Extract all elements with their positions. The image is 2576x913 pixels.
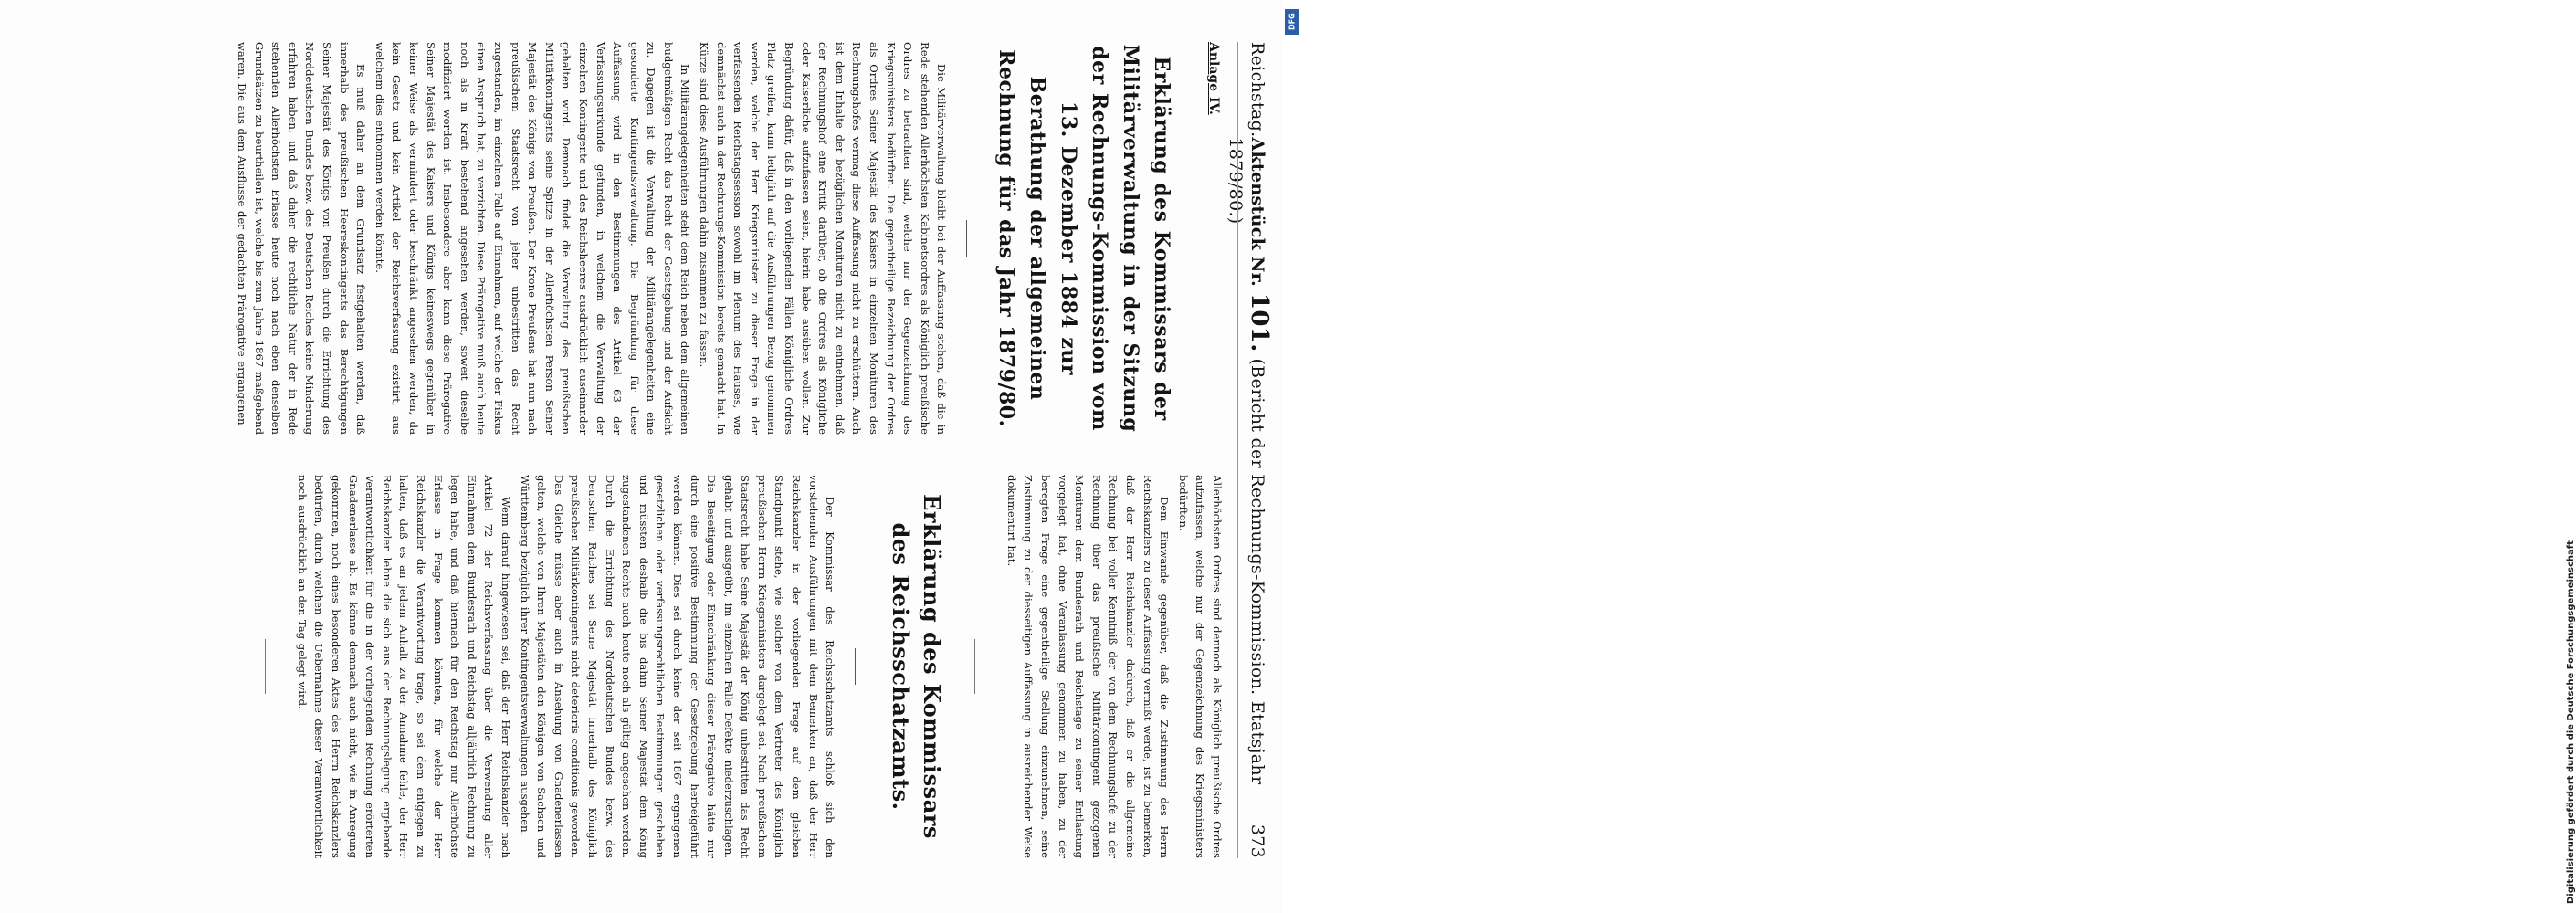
left-column bbox=[231, 42, 1225, 435]
section-title-militaer: Erklärung des Kommissars der Militärverwaltung in der Sitzung der Rechnungs-Kommission vom 13. Dezember 1884 zur Berathung der allgemeinen Rechnung für das Jahr 1879/80. bbox=[994, 44, 1174, 433]
document-number: 101. bbox=[1246, 293, 1273, 352]
paragraph: Die Militärverwaltung bleibt bei der Auffassung stehen, daß die in Rede stehenden Allerhöchsten Kabinetsordres als Königlich preußische Ordres zu betrachten sind, welche nur der Gegenzeichnung des Kriegsministers bedürften. Die gegentheilige Bezeichnung der Ordres als Ordres Seiner Majestät des Kaisers in einzelnen Monituren des Rechnungshofes vermag diese Auffassung nicht zu erschüttern. Auch ist dem Inhalte der bezüglichen Monituren nicht zu entnehmen, daß der Rechnungshof eine Kritik darüber, ob die Ordres als Königliche oder Kaiserliche aufzufassen seien, hierin habe ausüben wollen. Zur Begründung dafür, daß in den vorliegenden Fällen Königliche Ordres Platz greifen, kann lediglich auf die Ausführungen Bezug genommen werden, welche der Herr Kriegsminister zu dieser Frage in der verfassenden Reichstagssession sowohl im Plenum des Hauses, wie demnächst auch in der Rechnungs-Kommission bereits gemacht hat. In Kürze sind diese Ausführungen dahin zusammen zu fassen. bbox=[698, 42, 949, 435]
right-column bbox=[237, 475, 1225, 858]
end-divider bbox=[265, 639, 266, 694]
paragraph: In Militärangelegenheiten steht dem Reich neben dem allgemeinen budgetmäßigen Recht das Recht der Gesetzgebung und der Aufsicht zu. Dagegen ist die Verwaltung der Militärangelegenheiten eine gesonderte Kontingentsverwaltung. Die Begründung für diese Auffassung wird in den Bestimmungen des Artikel 63 der Verfassungsurkunde gefunden, in welchem die Verwaltung der einzelnen Kontingente und des Reichsheeres ausdrücklich auseinander gehalten wird. Demnach findet die Verwaltung des preußischen Militärkontingents seine Spitze in der Allerhöchsten Person Seiner Majestät des Königs von Preußen. Der Krone Preußens hat nun nach preußischem Staatsrecht von jeher unbestritten das Recht zugestanden, im einzelnen Falle auf Einnahmen, auf welche der Fiskus einen Anspruch hat, zu verzichten. Diese Prärogative muß auch heute noch als in Kraft bestehend angesehen werden, soweit dieselbe modifiziert worden ist. Insbesondere aber kann diese Prärogative Seiner Majestät des Kaisers und Königs keineswegs gegenüber in keiner Weise als vermindert oder beschränkt angesehen werden, da kein Gesetz und kein Artikel der Reichsverfassung existirt, aus welchem dies entnommen werden könnte. bbox=[373, 42, 692, 435]
header-prefix: Aktenstück Nr. bbox=[1247, 137, 1267, 288]
anlage-label: Anlage IV. bbox=[1206, 42, 1221, 115]
section-divider bbox=[974, 639, 975, 694]
paragraph: Es muß daher an dem Grundsatz festgehalten werden, daß innerhalb des preußischen Heereskontingents das Berechtigungen Seiner Majestät des Königs von Preußen durch die Errichtung des Norddeutschen Bundes bezw. des Deutschen Reiches keine Minderung erfahren haben, und daß daher die rechtliche Natur der in Rede stehenden Allerhöchsten Erlasse heute noch nach eben denselben Grundsätzen zu beurtheilen ist, welche bis zum Jahre 1867 maßgebend waren. Die aus dem Ausflusse der gedachten Prärogative ergangenen bbox=[236, 42, 368, 435]
paragraph: Der Kommissar des Reichsschatzamts schloß sich den vorstehenden Ausführungen mit dem Bemerken an, daß der Herr Reichskanzler in der vorliegenden Frage auf dem gleichen Standpunkt stehe, wie solcher von dem Vertreter des Königlich preußischen Herrn Kriegsministers dargelegt sei. Nach preußischem Staatsrecht habe Seine Majestät der König unbestritten das Recht gehabt und ausgeübt, im einzelnen Falle Defekte niederzuschlagen. Die Beseitigung oder Einschränkung dieser Prärogative hätte nur durch eine positive Bestimmung der Gesetzgebung herbeigeführt werden können. Dies sei durch keine der seit 1867 ergangenen gesetzlichen oder verfassungsrechtlichen Bestimmungen geschehen und müssten deshalb die bis dahin Seiner Majestät dem König zugestandenen Rechte auch heute noch als gültig angesehen werden. Durch die Errichtung des Norddeutschen Bundes bezw. des Deutschen Reiches sei Seine Majestät innerhalb des Königlich preußischen Militärkontingents nicht deterioris conditionis geworden. Das Gleiche müsse aber auch in Ansehung von Gnadenerlassen gelten, welche von Ihren Majestäten den Königen von Sachsen und Württemberg bezüglich ihrer Kontingentsverwaltungen ausgehen. bbox=[518, 475, 837, 858]
page-header bbox=[1225, 42, 1273, 858]
dfg-logo: DFG bbox=[1285, 9, 1299, 35]
title-divider bbox=[966, 220, 967, 257]
title-divider bbox=[855, 648, 856, 685]
header-left: Reichstag. bbox=[1247, 42, 1267, 138]
paragraph: Wenn darauf hingewiesen sei, daß der Herr Reichskanzler nach Artikel 72 der Reichsverfassung über die Verwendung aller Einnahmen dem Bundesrath und Reichstag alljährlich Rechnung zu legen habe, und daß hiernach für den Reichstag nur Allerhöchste Erlasse in Frage kommen könnten, für welche der Herr Reichskanzler die Verantwortung trage, so sei dem entgegen zu halten, daß es an jedem Anhalt zu der Annahme fehle, der Herr Reichskanzler lehne die sich aus der Rechnungslegung ergebende Verantwortlichkeit für die in der vorliegenden Rechnung erörterten Gnadenerlasse ab. Es könne demnach auch nicht, wie in Anregung gekommen, noch eines besonderen Aktes des Herrn Reichskanzlers bedürfen, durch welchen die Uebernahme dieser Verantwortlichkeit noch ausdrücklich an den Tag gelegt wird. bbox=[295, 475, 512, 858]
paragraph: Allerhöchsten Ordres sind dennoch als Königlich preußische Ordres aufzufassen, welche nur der Gegenzeichnung des Kriegsministers bedürften. bbox=[1176, 475, 1224, 858]
header-suffix: (Bericht der Rechnungs-Kommission. Etatsjahr 1879/80.) bbox=[1225, 137, 1267, 785]
funding-note: Digitalisierung gefördert durch die Deutsche Forschungsgemeinschaft bbox=[2566, 540, 2576, 904]
header-center bbox=[1225, 137, 1273, 824]
page-number: 373 bbox=[1247, 824, 1267, 858]
paragraph: Dem Einwande gegenüber, daß die Zustimmung des Herrn Reichskanzlers zu dieser Auffassung vermißt werde, ist zu bemerken, daß der Herr Reichskanzler dadurch, daß er die allgemeine Rechnung bei voller Kenntniß der von dem Rechnungshofe zu der Rechnung über das preußische Militärkontingent gezogenen Monituren dem Bundesrath und Reichstage zu seiner Entlastung vorgelegt hat, ohne Veranlassung genommen zu haben, zu der beregten Frage eine gegentheilige Stellung einzunehmen, seine Zustimmung zu der diesseitigen Auffassung in ausreichender Weise dokumentirt hat. bbox=[1004, 475, 1172, 858]
section-title-reichsschatzamt: Erklärung des Kommissars des Reichsschatzamts. bbox=[888, 494, 946, 839]
digitization-note bbox=[1282, 0, 2576, 913]
header-rule bbox=[1237, 42, 1238, 858]
